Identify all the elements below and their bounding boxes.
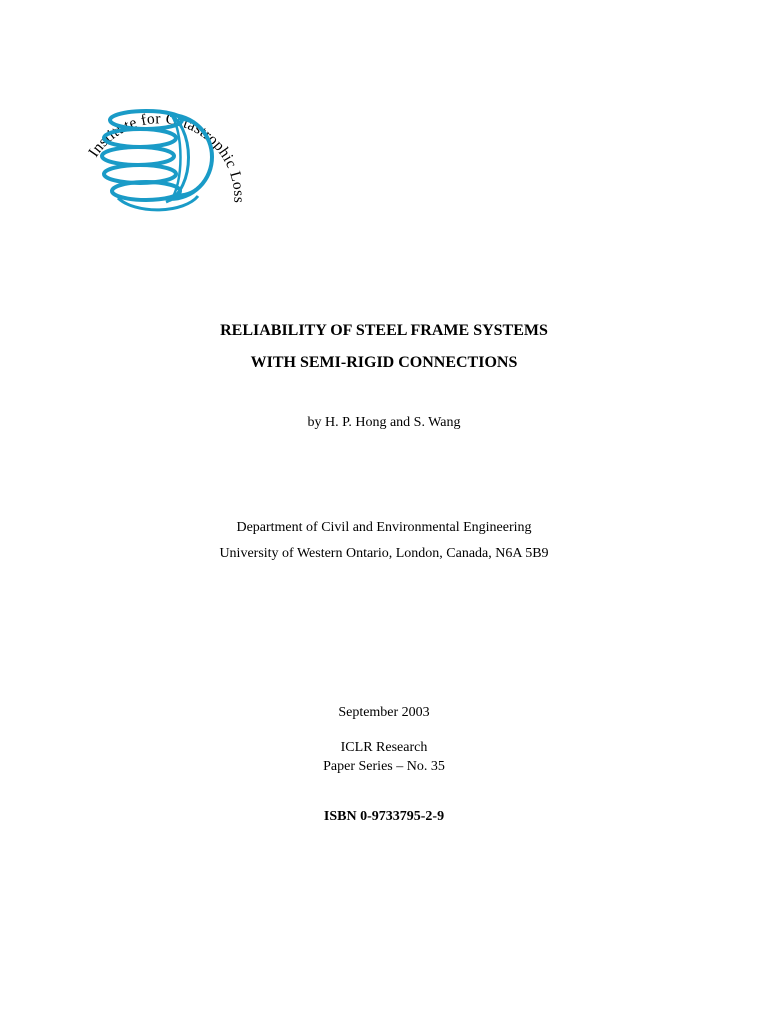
iclr-logo	[88, 70, 258, 230]
logo-text: nstitute for Catastrophic Loss	[88, 110, 248, 204]
affiliation-department: Department of Civil and Environmental Engineering	[236, 520, 532, 535]
globe-spiral-icon	[88, 70, 258, 230]
authors: by H. P. Hong and S. Wang	[307, 415, 461, 430]
series-line-2: Paper Series – No. 35	[323, 759, 445, 774]
series-line-1: ICLR Research	[340, 740, 428, 755]
isbn: ISBN 0-9733795-2-9	[323, 809, 445, 824]
publication-date: September 2003	[338, 705, 430, 720]
affiliation-university: University of Western Ontario, London, Canada, N6A 5B9	[219, 546, 549, 561]
title-line-1: RELIABILITY OF STEEL FRAME SYSTEMS	[220, 322, 548, 339]
title-line-2: WITH SEMI-RIGID CONNECTIONS	[250, 354, 518, 371]
